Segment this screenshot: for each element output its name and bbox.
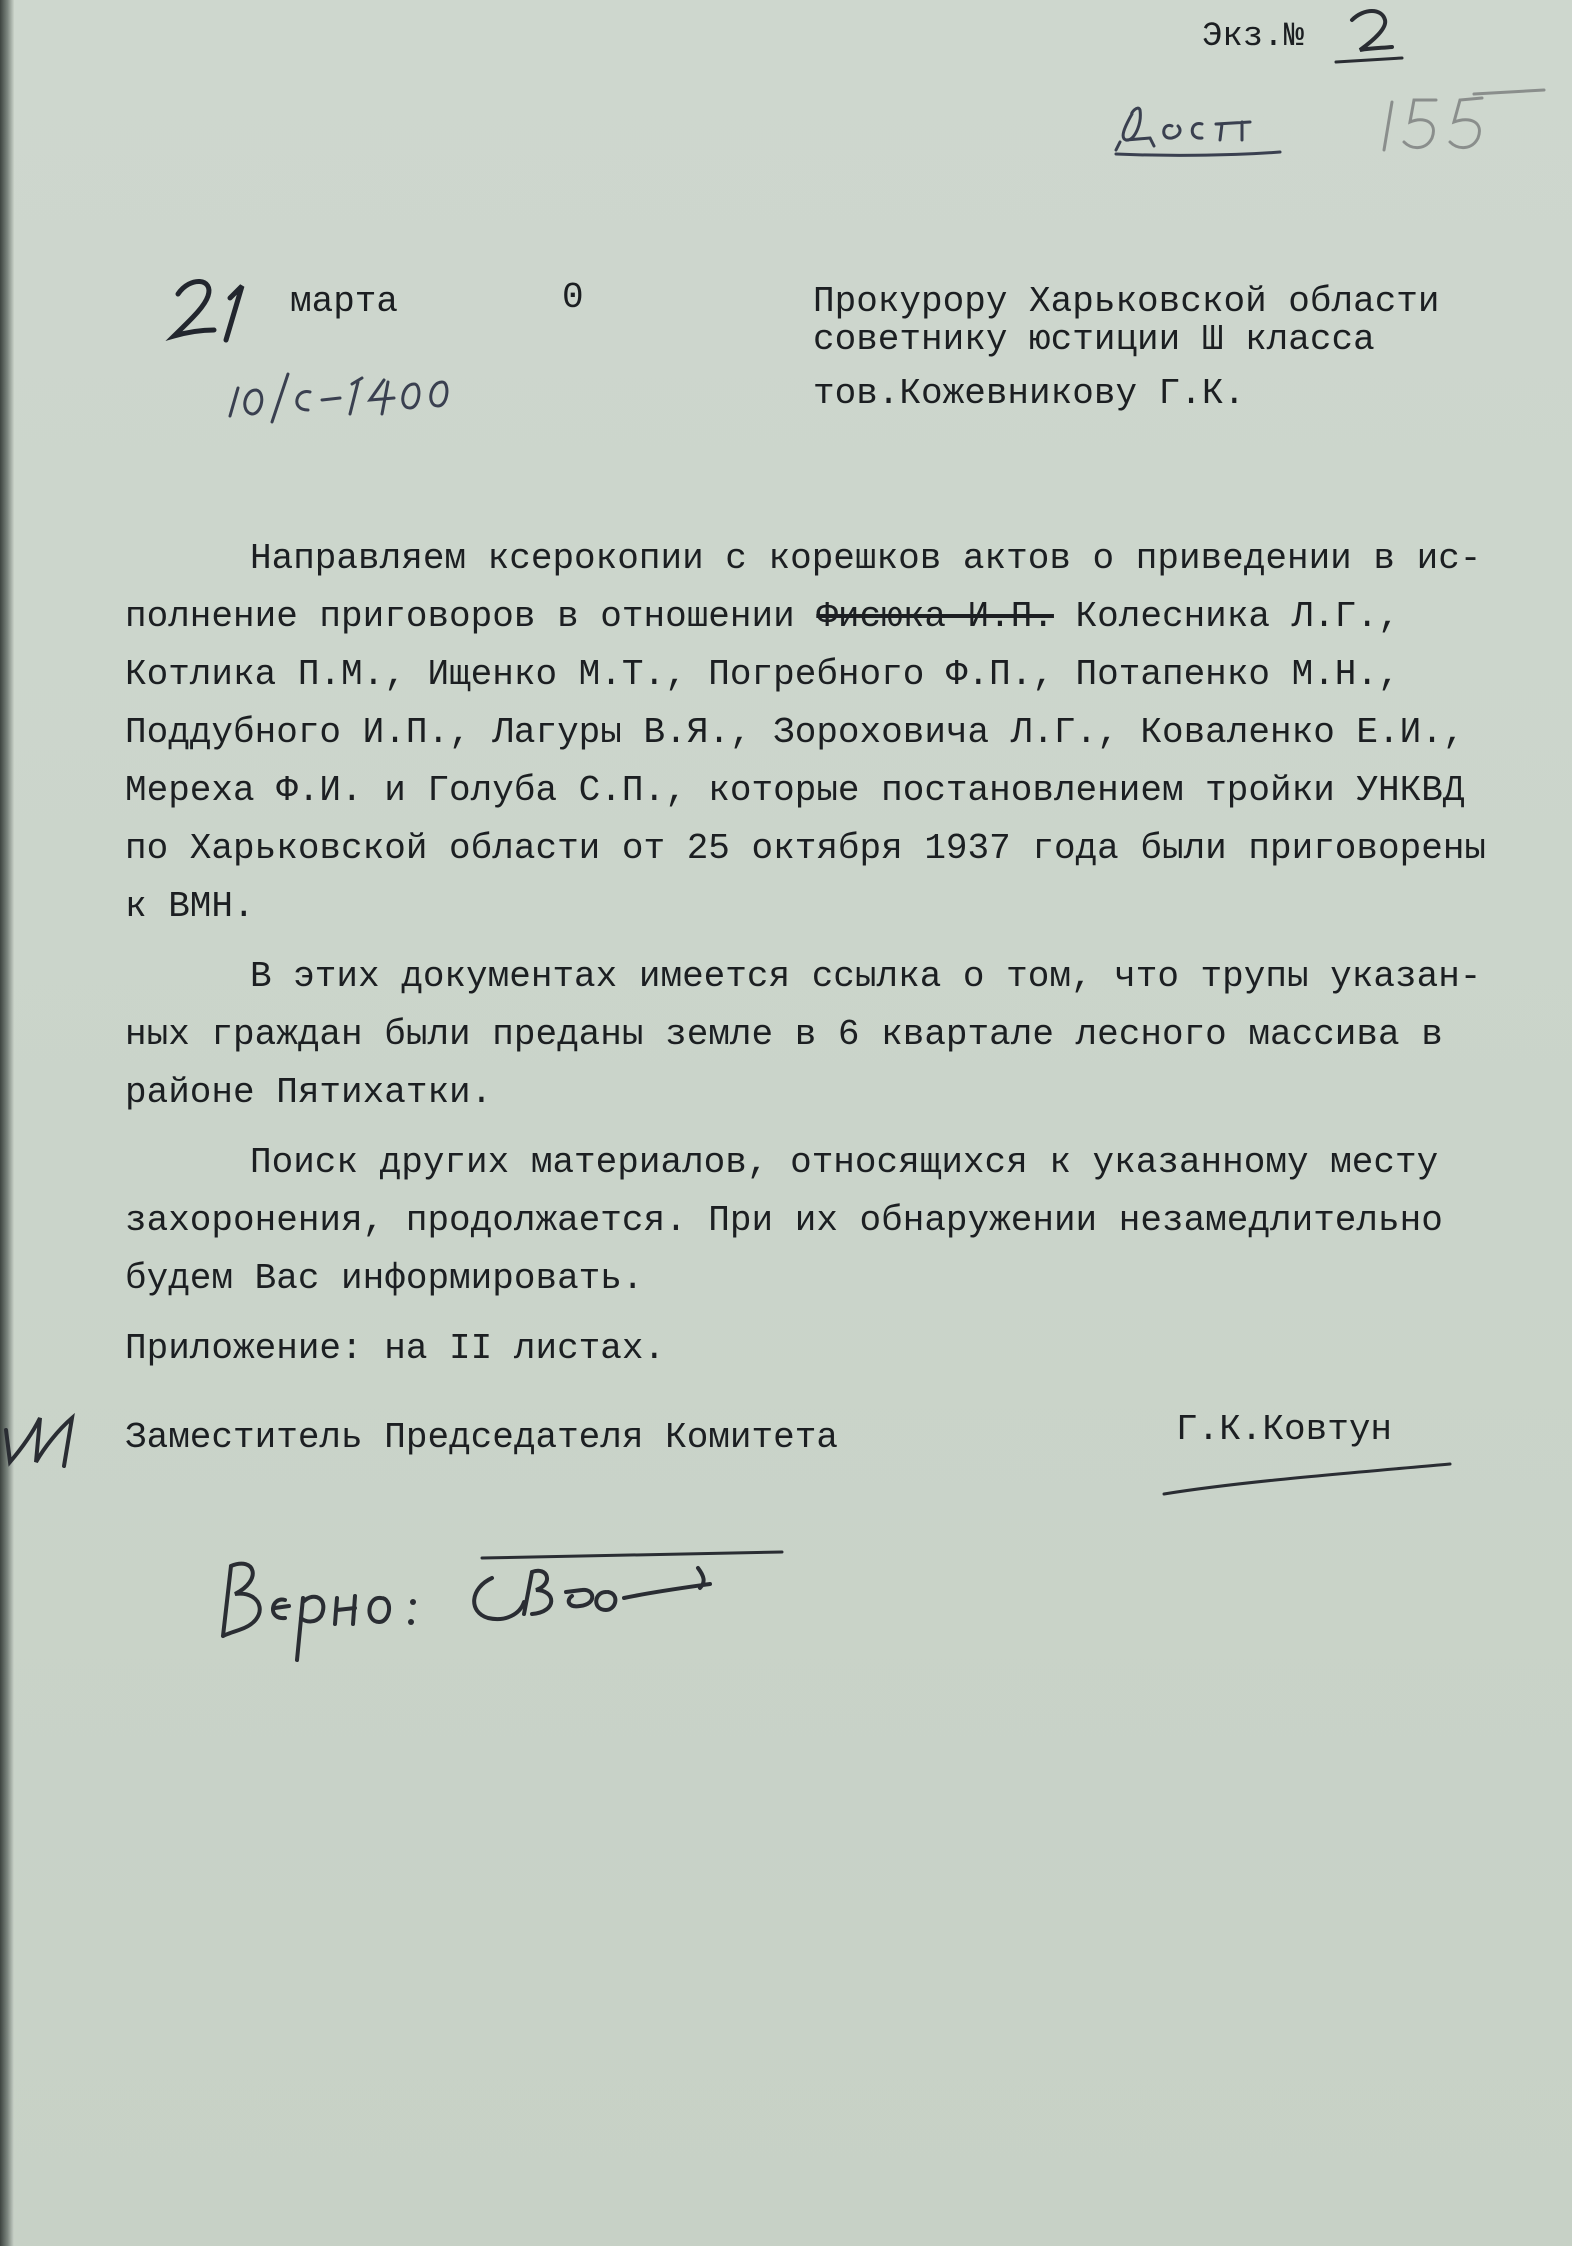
body-paragraph-1 xyxy=(125,530,1520,936)
body-paragraph-3: Поиск других материалов, относящихся к указанному месту захоронения, продолжается. При их обнаружении незамедлительно будем Вас информировать. xyxy=(125,1142,1443,1299)
addressee-line-1: Прокурору Харьковской области xyxy=(813,281,1440,322)
page-edge-shadow xyxy=(0,0,14,2246)
signatory-name: Г.К.Ковтун xyxy=(1176,1409,1393,1450)
signatory-position: Заместитель Председателя Комитета xyxy=(125,1417,838,1458)
date-day-handwritten xyxy=(168,272,258,344)
certification-verno-handwritten xyxy=(205,1540,445,1670)
copy-number-label: Экз.№ xyxy=(1202,18,1305,56)
struck-name: Фисюка И.П. xyxy=(816,596,1054,637)
certifier-signature xyxy=(462,1548,792,1638)
registration-number-handwritten xyxy=(224,358,464,428)
paragraph-1-part-b: Колесника Л.Г., Котлика П.М., Ищенко М.Т., Погребного Ф.П., Потапенко М.Н., Поддубного И.П., Лагуры В.Я., Зороховича Л.Г., Коваленко Е.И., Мереха Ф.И. и Голуба С.П., которые постановлением тройки УНКВД по Харьковской области от 25 октября 1937 года были приговорены к ВМН. xyxy=(125,596,1487,927)
date-month: марта xyxy=(290,281,399,322)
addressee-line-2: советнику юстиции Ш класса xyxy=(813,319,1375,360)
signature-underline xyxy=(1158,1452,1458,1502)
letter-body xyxy=(125,530,1520,1378)
outgoing-number-prefix: 0 xyxy=(562,277,584,318)
initials-mark-handwritten xyxy=(0,1400,80,1480)
copy-number-handwritten xyxy=(1330,6,1410,68)
attachment-line: Приложение: на II листах. xyxy=(125,1328,666,1369)
body-paragraph-2: В этих документах имеется ссылка о том, что трупы указанных граждан были преданы земле в 6 квартале лесного массива в районе Пятихатки. xyxy=(125,956,1482,1113)
page-number-pencil xyxy=(1378,86,1548,166)
paragraph-1-part-a: Направляем ксерокопии с корешков актов о приведении в исполнение приговоров в отношении xyxy=(125,538,1482,637)
dsp-handwritten-mark xyxy=(1110,94,1285,164)
addressee-line-3: тов.Кожевникову Г.К. xyxy=(813,373,1246,414)
